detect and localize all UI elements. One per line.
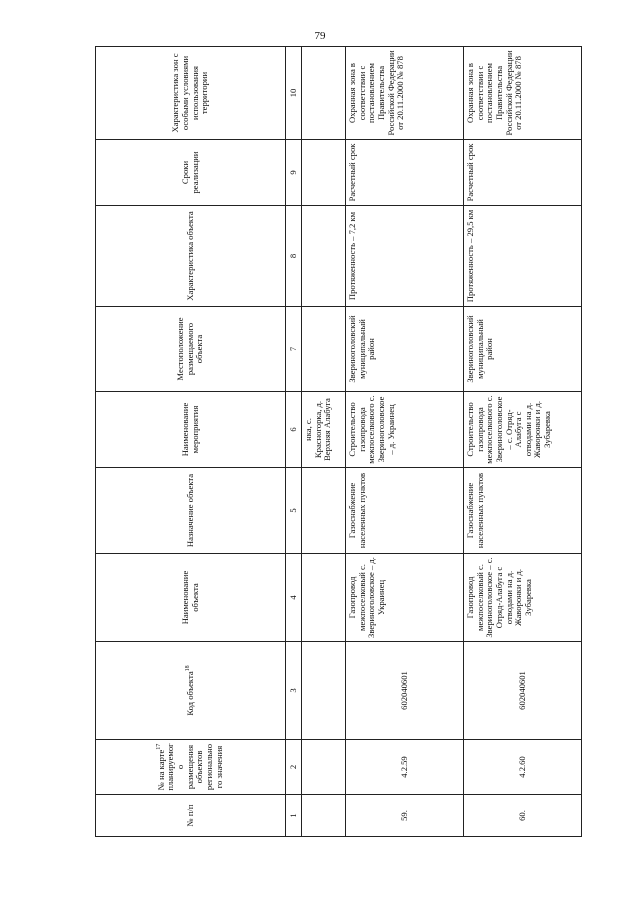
column-number: 6 xyxy=(286,392,302,468)
object-code: 602040601 xyxy=(464,642,582,740)
object-name: Газопровод межпоселковый с. Звериноголовское – с. Отряд-Алабуга с отводами на д. Жаворонки и д. Зубаревка xyxy=(464,554,582,642)
header-term: Сроки реализации xyxy=(96,140,286,206)
table-frame xyxy=(95,47,581,837)
object-characteristic: Протяженность – 29,5 км xyxy=(464,206,582,307)
row-number: 60. xyxy=(464,795,582,837)
object-location: Звериноголовский муниципальный район xyxy=(464,307,582,392)
object-purpose: Газоснабжение населенных пунктов xyxy=(464,468,582,554)
header-name: Наименование объекта xyxy=(96,554,286,642)
object-location: Звериноголовский муниципальный район xyxy=(346,307,464,392)
column-number: 10 xyxy=(286,47,302,140)
header-characteristic: Характеристика объекта xyxy=(96,206,286,307)
continuation-row xyxy=(302,47,346,837)
row-number: 59. xyxy=(346,795,464,837)
header-code: Код объекта$^{18}$ xyxy=(96,642,286,740)
table-row xyxy=(464,47,582,837)
objects-table xyxy=(95,46,582,837)
column-number-row xyxy=(286,47,302,837)
header-zone: Характеристика зон с особыми условиями использования территории xyxy=(96,47,286,140)
header-purpose: Назначение объекта xyxy=(96,468,286,554)
implementation-term: Расчетный срок xyxy=(464,140,582,206)
column-number: 3 xyxy=(286,642,302,740)
activity-name: Строительство газопровода межпоселкового с. Звериноголовское – д. Украинец xyxy=(346,392,464,468)
header-location: Местоположение размещаемого объекта xyxy=(96,307,286,392)
zone-characteristic: Охранная зона в соответствии с постановлением Правительства Российской Федерации от 20.11.2000 № 878 xyxy=(346,47,464,140)
header-map-no: № на карте$^{17}$ планируемого размещения объектов регионального значения xyxy=(96,740,286,795)
implementation-term: Расчетный срок xyxy=(346,140,464,206)
continuation-cell: нка, с. Красногорка, д. Верхняя Алабуга xyxy=(302,392,346,468)
rotated-table-container xyxy=(95,47,581,837)
column-number: 2 xyxy=(286,740,302,795)
column-number: 1 xyxy=(286,795,302,837)
zone-characteristic: Охранная зона в соответствии с постановлением Правительства Российской Федерации от 20.11.2000 № 878 xyxy=(464,47,582,140)
activity-name: Строительство газопровода межпоселкового с. Звериноголовское – с. Отряд-Алабуга с отводами на д. Жаворонки и д. Зубаревка xyxy=(464,392,582,468)
map-number: 4.2.60 xyxy=(464,740,582,795)
object-name: Газопровод межпоселковый с. Звериноголовское – д. Украинец xyxy=(346,554,464,642)
column-number: 7 xyxy=(286,307,302,392)
column-number: 5 xyxy=(286,468,302,554)
header-row xyxy=(96,47,286,837)
column-number: 4 xyxy=(286,554,302,642)
table-row xyxy=(346,47,464,837)
header-num: № п/п xyxy=(96,795,286,837)
object-code: 602040601 xyxy=(346,642,464,740)
object-characteristic: Протяженность – 7,2 км xyxy=(346,206,464,307)
page-number: 79 xyxy=(314,30,326,42)
column-number: 8 xyxy=(286,206,302,307)
column-number: 9 xyxy=(286,140,302,206)
header-activity: Наименование мероприятия xyxy=(96,392,286,468)
object-purpose: Газоснабжение населенных пунктов xyxy=(346,468,464,554)
map-number: 4.2.59 xyxy=(346,740,464,795)
